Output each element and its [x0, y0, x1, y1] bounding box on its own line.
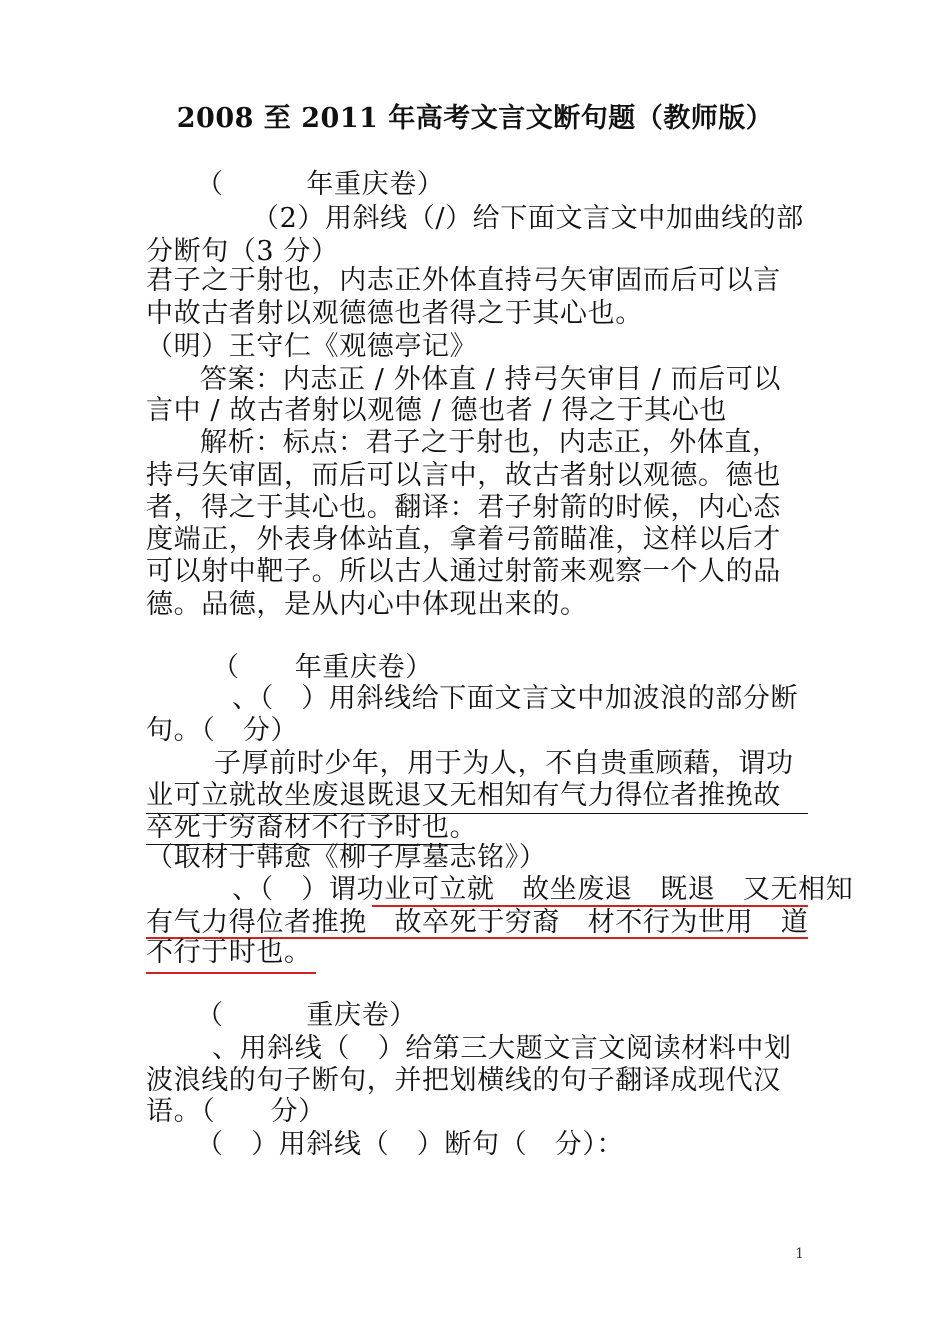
page-title: 2008 至 2011 年高考文言文断句题（教师版）: [176, 103, 774, 134]
section1-analysis-line: 度端正，外表身体站直，拿着弓箭瞄准，这样以后才: [146, 524, 781, 555]
section3-heading: （ 重庆卷）: [196, 1000, 417, 1031]
section1-analysis-line: 持弓矢审固，而后可以言中，故古者射以观德。德也: [146, 460, 781, 491]
section1-question-cont: 分断句（3 分）: [146, 236, 339, 267]
answer-red-underline: [146, 972, 316, 974]
section1-question: （2）用斜线（/）给下面文言文中加曲线的部: [252, 203, 804, 234]
section1-passage-line: 中故古者射以观德德也者得之于其心也。: [146, 298, 643, 329]
section2-passage-line: 子厚前时少年，用于为人，不自贵重顾藉，谓功: [214, 748, 794, 779]
section1-heading: （ 年重庆卷）: [196, 169, 445, 200]
section3-question-line: 波浪线的句子断句，并把划横线的句子翻译成现代汉: [146, 1065, 781, 1096]
section2-source: （取材于韩愈《柳子厚墓志铭》）: [146, 842, 547, 873]
section2-answer-line: 有气力得位者推挽 故卒死于穷裔 材不行为世用 道: [146, 907, 809, 938]
section2-passage-line: 卒死于穷裔材不行予时也。: [146, 812, 478, 843]
section2-answer-line: 、（ ）谓功业可立就 故坐废退 既退 又无相知: [232, 874, 854, 905]
section2-answer-line: 不行于时也。: [146, 937, 312, 968]
section1-answer-line: 言中 / 故古者射以观德 / 德也者 / 得之于其心也: [146, 395, 727, 426]
section3-question-line: 、用斜线（ ）给第三大题文言文阅读材料中划: [212, 1033, 792, 1064]
section1-analysis-line: 解析：标点：君子之于射也，内志正，外体直，: [200, 427, 780, 458]
section3-subquestion: （ ）用斜线（ ）断句（ 分）：: [196, 1129, 625, 1160]
section3-question-line: 语。（ 分）: [146, 1096, 326, 1127]
section2-question-line: 、（ ）用斜线给下面文言文中加波浪的部分断: [232, 683, 799, 714]
section1-passage-line: 君子之于射也，内志正外体直持弓矢审固而后可以言: [146, 265, 781, 296]
section1-analysis-line: 可以射中靶子。所以古人通过射箭来观察一个人的品: [146, 556, 781, 587]
section1-analysis-line: 德。品德，是从内心中体现出来的。: [146, 589, 588, 620]
section1-analysis-line: 者，得之于其心也。翻译：君子射箭的时候，内心态: [146, 492, 781, 523]
section1-answer-line: 答案：内志正 / 外体直 / 持弓矢审目 / 而后可以: [200, 364, 781, 395]
section2-heading: （ 年重庆卷）: [212, 652, 433, 683]
section1-source: （明）王守仁《观德亭记》: [146, 331, 478, 362]
page-number: 1: [795, 1246, 804, 1262]
section2-passage-line: 业可立就故坐废退既退又无相知有气力得位者推挽故: [146, 780, 781, 811]
section2-question-line: 句。（ 分）: [146, 715, 299, 746]
